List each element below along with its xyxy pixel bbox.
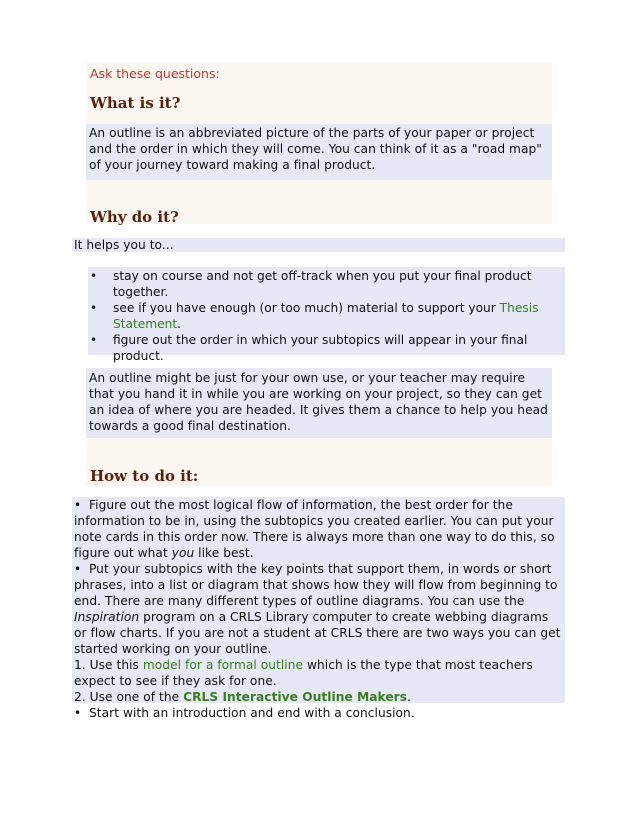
bullet-icon: • (74, 706, 82, 720)
bullet-icon: • (74, 562, 82, 576)
benefits-list (92, 268, 542, 364)
step-1: • Figure out the most logical flow of information, the best order for the information to be in, using the subtopics you created earlier. You can put your note cards in this order now. There is always more than one way to do this, so figure out what you like best. (74, 498, 555, 560)
step-2: • Put your subtopics with the key points that support them, in words or short phrases, into a list or diagram that shows how they will flow from beginning to end. There are many different types of outline diagrams. You can use the Inspiration program on a CRLS Library computer to create webbing diagrams or flow charts. If you are not a student at CRLS there are two ways you can get started working on your outline. (74, 562, 561, 656)
list-item: • figure out the order in which your subtopics will appear in your final product. (92, 332, 542, 364)
option-1: 1. Use this model for a formal outline which is the type that most teachers expect to see if they ask for one. (74, 658, 533, 688)
intro-text: It helps you to... (74, 238, 174, 252)
ask-heading: Ask these questions: (90, 66, 220, 81)
formal-outline-model-link[interactable]: model for a formal outline (142, 658, 304, 672)
bullet-icon: • (74, 498, 82, 512)
steps-text (74, 497, 564, 721)
heading-how-to-do-it: How to do it: (90, 467, 199, 485)
step-3: • Start with an introduction and end with a conclusion. (74, 706, 415, 720)
list-item: • see if you have enough (or too much) material to support your Thesis Statement. (92, 300, 542, 332)
heading-what-is-it: What is it? (90, 94, 181, 112)
thesis-statement-link[interactable]: Thesis Statement (113, 301, 539, 331)
definition-text: An outline is an abbreviated picture of the parts of your paper or project and the order in which they will come. You can think of it as a "road map" of your journey toward making a final product. (89, 126, 542, 172)
heading-why-do-it: Why do it? (90, 208, 179, 226)
list-item: • stay on course and not get off-track when you put your final product together. (92, 268, 542, 300)
outline-makers-link[interactable]: CRLS Interactive Outline Makers (183, 690, 408, 704)
option-2: 2. Use one of the CRLS Interactive Outline Makers. (74, 690, 411, 704)
note-text: An outline might be just for your own use, or your teacher may require that you hand it in while you are working on your project, so they can get an idea of where you are headed. It gives them a chance to help you head towards a good final destination. (89, 371, 548, 433)
